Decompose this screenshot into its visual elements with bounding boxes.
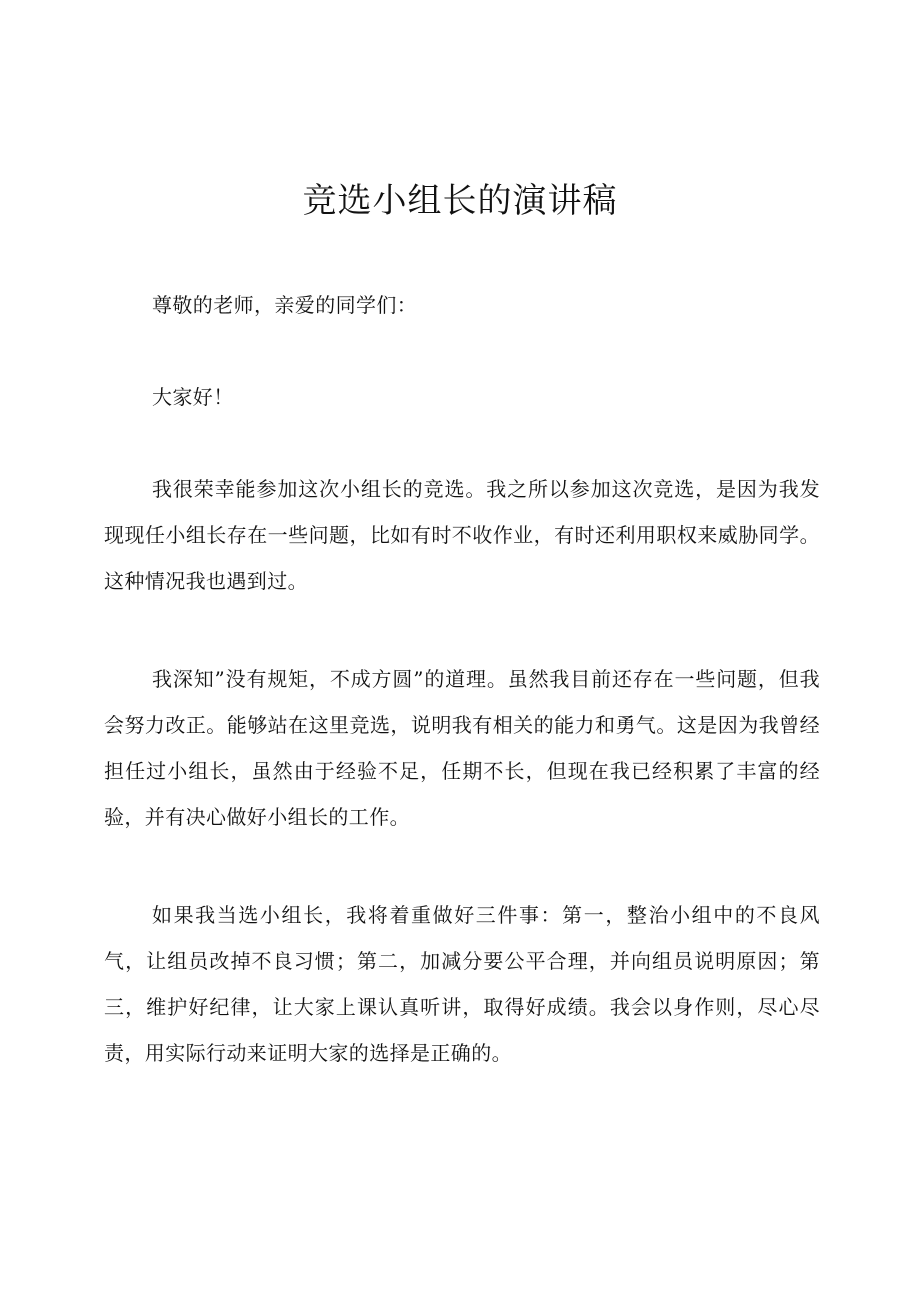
hello-line: 大家好！ <box>152 385 234 409</box>
paragraph-1: 我很荣幸能参加这次小组长的竞选。我之所以参加这次竞选，是因为我发现现任小组长存在一些问题，比如有时不收作业，有时还利用职权来威胁同学。这种情况我也遇到过。 <box>104 477 820 593</box>
greeting-line: 尊敬的老师，亲爱的同学们： <box>152 293 418 317</box>
paragraph-3: 如果我当选小组长，我将着重做好三件事：第一，整治小组中的不良风气，让组员改掉不良习惯；第二，加减分要公平合理，并向组员说明原因；第三，维护好纪律，让大家上课认真听讲，取得好成绩。我会以身作则，尽心尽责，用实际行动来证明大家的选择是正确的。 <box>104 903 820 1065</box>
document-title: 竞选小组长的演讲稿 <box>302 181 618 221</box>
paragraph-2: 我深知”没有规矩，不成方圆”的道理。虽然我目前还存在一些问题，但我会努力改正。能够站在这里竞选，说明我有相关的能力和勇气。这是因为我曾经担任过小组长，虽然由于经验不足，任期不长，但现在我已经积累了丰富的经验，并有决心做好小组长的工作。 <box>104 667 820 829</box>
